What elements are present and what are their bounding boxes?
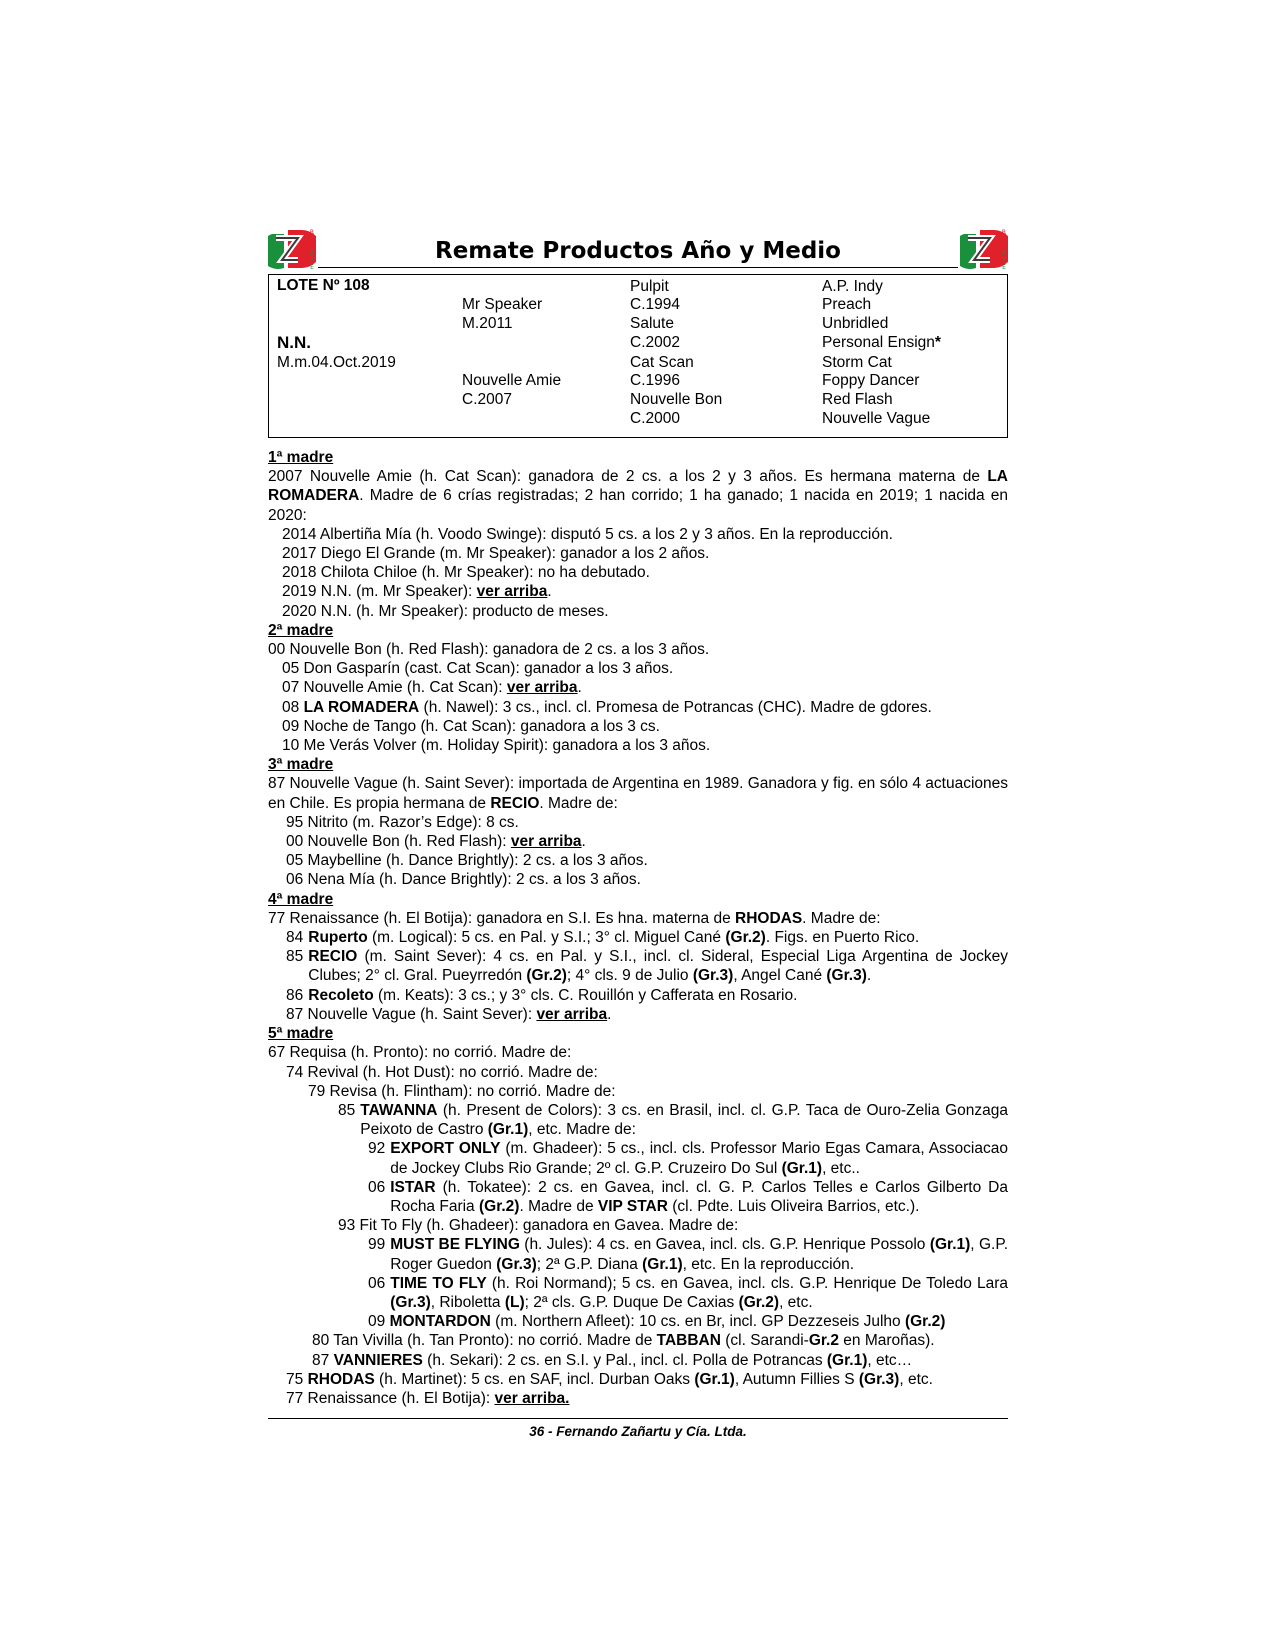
list-item: 93 Fit To Fly (h. Ghadeer): ganadora en Gavea. Madre de:: [338, 1217, 739, 1235]
great-grandparent: Unbridled: [822, 315, 889, 332]
catalog-page: [268, 224, 1008, 1408]
list-item: 99 MUST BE FLYING (h. Jules): 4 cs. en Gavea, incl. cls. G.P. Henrique Possolo (Gr.1), G.P. Roger Guedon (Gr.3); 2ª G.P. Diana (Gr.1), etc. En la reproducción.: [368, 1236, 1009, 1273]
svg-text:A: A: [309, 250, 315, 257]
asterisk-mark: *: [934, 334, 941, 351]
grandparent-info: C.1994: [630, 296, 680, 313]
great-grandparent: Nouvelle Vague: [822, 410, 931, 427]
great-grandparent: A.P. Indy: [822, 278, 883, 295]
list-item: 80 Tan Vivilla (h. Tan Pronto): no corrió. Madre de TABBAN (cl. Sarandi-Gr.2 en Maroñas).: [312, 1332, 935, 1350]
list-item: 86 Recoleto (m. Keats): 3 cs.; y 3° cls. C. Rouillón y Cafferata en Rosario.: [286, 986, 798, 1004]
great-grandparent-row: [822, 333, 941, 352]
section-heading: 1ª madre: [268, 449, 334, 466]
svg-text:T: T: [1002, 257, 1006, 264]
list-item: 87 Nouvelle Vague (h. Saint Sever): ver arriba.: [286, 1005, 612, 1023]
dam-paragraph: 2007 Nouvelle Amie (h. Cat Scan): ganadora de 2 cs. a los 2 y 3 años. Es hermana materna de LA ROMADERA. Madre de 6 crías registradas; 2 han corrido; 1 ha ganado; 1 nacida en 2019; 1 nacida en 2020:: [268, 468, 1008, 524]
dam-info: C.2007: [462, 391, 512, 408]
dam-name: Nouvelle Amie: [462, 372, 562, 389]
svg-text:R: R: [309, 229, 315, 236]
zl-remates-logo: [268, 224, 316, 272]
svg-text:E: E: [1002, 236, 1006, 243]
great-grandparent: Storm Cat: [822, 354, 892, 371]
ver-arriba-link[interactable]: ver arriba: [536, 1005, 608, 1023]
ver-arriba-link[interactable]: ver arriba: [476, 583, 548, 601]
list-item: 2019 N.N. (m. Mr Speaker): ver arriba.: [282, 583, 552, 601]
title-rule: [318, 267, 958, 268]
ver-arriba-link[interactable]: ver arriba: [506, 679, 578, 697]
horse-name: N.N.: [277, 333, 311, 352]
great-grandparent: Foppy Dancer: [822, 372, 920, 389]
great-grandparent: Red Flash: [822, 391, 893, 408]
dam-paragraph: 67 Requisa (h. Pronto): no corrió. Madre de:: [268, 1044, 572, 1062]
sire-info: M.2011: [462, 315, 513, 332]
page-header: [268, 224, 1008, 272]
list-item: 2018 Chilota Chiloe (h. Mr Speaker): no ha debutado.: [282, 564, 650, 582]
list-item: 95 Nitrito (m. Razor’s Edge): 8 cs.: [286, 813, 519, 831]
family-section: [268, 448, 1008, 1408]
list-item: 09 Noche de Tango (h. Cat Scan): ganadora a los 3 cs.: [282, 717, 660, 735]
ver-arriba-link[interactable]: ver arriba: [510, 833, 582, 851]
grandparent-info: C.2000: [630, 410, 680, 427]
list-item: 84 Ruperto (m. Logical): 5 cs. en Pal. y S.I.; 3° cl. Miguel Cané (Gr.2). Figs. en Puerto Rico.: [286, 929, 920, 947]
list-item: 06 ISTAR (h. Tokatee): 2 cs. en Gavea, incl. cl. G. P. Carlos Telles e Carlos Gilberto Da Rocha Faria (Gr.2). Madre de VIP STAR (cl. Pdte. Luis Oliveira Barrios, etc.).: [368, 1178, 1008, 1215]
great-grandparent: Personal Ensign: [822, 334, 935, 351]
list-item: 2014 Albertiña Mía (h. Voodo Swinge): disputó 5 cs. a los 2 y 3 años. En la reproducción.: [282, 525, 893, 543]
svg-text:A: A: [1001, 250, 1007, 257]
grandparent-name: Nouvelle Bon: [630, 391, 723, 408]
grandparent-info: C.2002: [630, 334, 680, 351]
list-item: 00 Nouvelle Bon (h. Red Flash): ver arriba.: [286, 833, 586, 851]
dam-paragraph: 00 Nouvelle Bon (h. Red Flash): ganadora de 2 cs. a los 3 años.: [268, 641, 710, 659]
list-item: 2020 N.N. (h. Mr Speaker): producto de meses.: [282, 602, 609, 620]
grandparent-name: Salute: [630, 315, 674, 332]
great-grandparent: Preach: [822, 296, 872, 313]
section-heading: 2ª madre: [268, 621, 334, 639]
list-item: 85 RECIO (m. Saint Sever): 4 cs. en Pal. y S.I., incl. cl. Sideral, Especial Liga Argentina de Jockey Clubes; 2° cl. Gral. Pueyrredón (Gr.2); 4° cls. 9 de Julio (Gr.3), Angel Cané (Gr.3).: [286, 948, 1008, 985]
ver-arriba-link[interactable]: ver arriba.: [494, 1389, 570, 1407]
list-item: 05 Don Gasparín (cast. Cat Scan): ganador a los 3 años.: [282, 660, 674, 678]
sire-name: Mr Speaker: [462, 296, 543, 313]
section-heading: 4ª madre: [268, 890, 334, 908]
page-title: Remate Productos Año y Medio: [435, 238, 841, 264]
list-item: 07 Nouvelle Amie (h. Cat Scan): ver arriba.: [282, 679, 582, 697]
grandparent-info: C.1996: [630, 372, 680, 389]
list-item: 06 TIME TO FLY (h. Roi Normand); 5 cs. en Gavea, incl. cls. G.P. Henrique De Toledo Lara (Gr.3), Riboletta (L); 2ª cls. G.P. Duque De Caxias (Gr.2), etc.: [368, 1274, 1009, 1311]
list-item: 79 Revisa (h. Flintham): no corrió. Madre de:: [308, 1082, 616, 1100]
svg-text:M: M: [309, 243, 315, 250]
section-heading: 3ª madre: [268, 756, 334, 774]
list-item: 10 Me Verás Volver (m. Holiday Spirit): ganadora a los 3 años.: [282, 737, 711, 755]
svg-text:R: R: [1001, 229, 1007, 236]
svg-text:M: M: [1001, 243, 1007, 250]
list-item: 06 Nena Mía (h. Dance Brightly): 2 cs. a los 3 años.: [286, 871, 641, 889]
dam-paragraph: 87 Nouvelle Vague (h. Saint Sever): importada de Argentina en 1989. Ganadora y fig. en sólo 4 actuaciones en Chile. Es propia hermana de RECIO. Madre de:: [268, 775, 1008, 812]
grandparent-name: Pulpit: [630, 278, 669, 295]
list-item: 85 TAWANNA (h. Present de Colors): 3 cs. en Brasil, incl. cl. G.P. Taca de Ouro-Zelia Gonzaga Peixoto de Castro (Gr.1), etc. Madre de:: [338, 1101, 1008, 1139]
list-item: 92 EXPORT ONLY (m. Ghadeer): 5 cs., incl. cls. Professor Mario Egas Camara, Associacao de Jockey Clubs Rio Grande; 2º cl. G.P. Cruzeiro Do Sul (Gr.1), etc..: [368, 1140, 1008, 1177]
list-item: 75 RHODAS (h. Martinet): 5 cs. en SAF, incl. Durban Oaks (Gr.1), Autumn Fillies S (Gr.3), etc.: [286, 1370, 933, 1388]
section-heading: 5ª madre: [268, 1025, 334, 1043]
list-item: 74 Revival (h. Hot Dust): no corrió. Madre de:: [286, 1063, 598, 1081]
list-item: 2017 Diego El Grande (m. Mr Speaker): ganador a los 2 años.: [282, 545, 710, 563]
dam-paragraph: 77 Renaissance (h. El Botija): ganadora en S.I. Es hna. materna de RHODAS. Madre de:: [268, 909, 881, 927]
list-item: 05 Maybelline (h. Dance Brightly): 2 cs. a los 3 años.: [286, 852, 648, 870]
list-item: 09 MONTARDON (m. Northern Afleet): 10 cs. en Br, incl. GP Dezzeseis Julho (Gr.2): [368, 1313, 946, 1331]
list-item: 08 LA ROMADERA (h. Nawel): 3 cs., incl. cl. Promesa de Potrancas (CHC). Madre de gdores.: [282, 698, 932, 716]
lot-number: LOTE Nº 108: [277, 277, 370, 294]
svg-text:T: T: [310, 257, 314, 264]
pedigree-table: [268, 274, 1008, 438]
svg-text:E: E: [1002, 264, 1006, 271]
svg-text:E: E: [310, 264, 314, 271]
list-item: 77 Renaissance (h. El Botija): ver arriba.: [286, 1389, 570, 1407]
svg-text:E: E: [310, 236, 314, 243]
list-item: 87 VANNIERES (h. Sekari): 2 cs. en S.I. y Pal., incl. cl. Polla de Potrancas (Gr.1), etc…: [312, 1351, 913, 1369]
horse-info: M.m.04.Oct.2019: [277, 354, 396, 371]
zl-remates-logo: [960, 224, 1008, 272]
grandparent-name: Cat Scan: [630, 354, 694, 371]
page-footer: 36 - Fernando Zañartu y Cía. Ltda.: [268, 1418, 1008, 1439]
